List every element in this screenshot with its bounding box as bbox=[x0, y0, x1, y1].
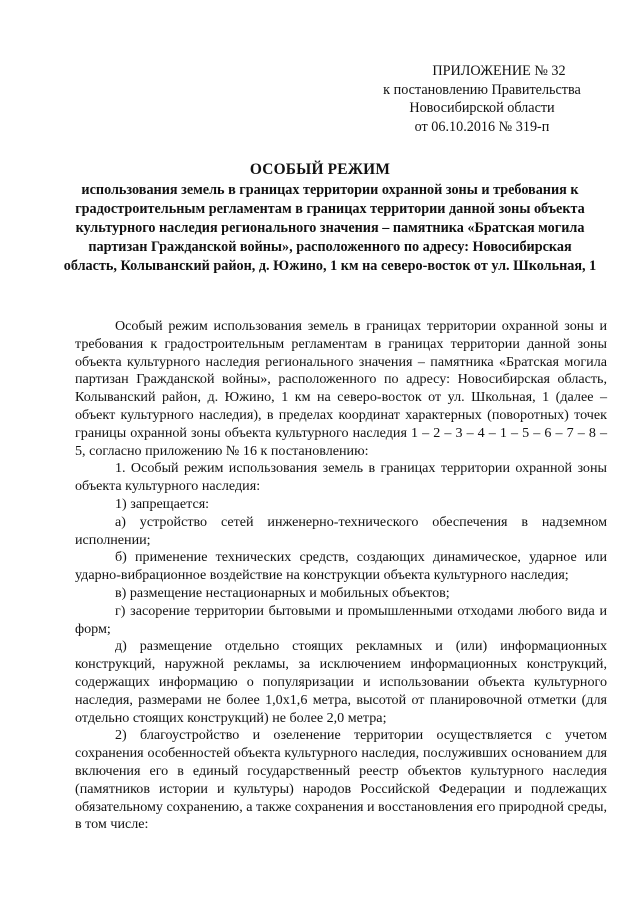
appendix-reference: к постановлению Правительства bbox=[383, 81, 581, 98]
paragraph-section-1: 1. Особый режим использования земель в границах территории охранной зоны объекта культурного наследия: bbox=[75, 460, 607, 495]
document-title: ОСОБЫЙ РЕЖИМ bbox=[249, 161, 391, 178]
appendix-date: от 06.10.2016 № 319-п bbox=[414, 118, 550, 135]
document-body bbox=[75, 318, 607, 834]
paragraph-intro: Особый режим использования земель в границах территории охранной зоны и требования к градостроительным регламентам в границах территории данной зоны объекта культурного наследия регионального значения – памятника «Братская могила партизан Гражданской войны», расположенного по адресу: Новосибирская область, Колыванский район, д. Южино, 1 км на северо-восток от ул. Школьная, 1 (далее – объект культурного наследия), в пределах координат характерных (поворотных) точек границы охранной зоны объекта культурного наследия 1 – 2 – 3 – 4 – 1 – 5 – 6 – 7 – 8 – 5, согласно приложению № 16 к постановлению: bbox=[75, 318, 607, 459]
paragraph-item-d: д) размещение отдельно стоящих рекламных и (или) информационных конструкций, наружной рекламы, за исключением информационных конструкций, содержащих информацию о популяризации и использовании объекта культурного наследия, размерами не более 1,0х1,6 метра, высотой от планировочной отметки (для отдельно стоящих конструкций) не более 2,0 метра; bbox=[75, 638, 607, 726]
paragraph-item-v: в) размещение нестационарных и мобильных объектов; bbox=[115, 584, 450, 601]
appendix-region: Новосибирской области bbox=[409, 100, 555, 116]
document-subtitle: использования земель в границах территории охранной зоны и требования к градостроительным регламентам в границах территории данной зоны объекта культурного наследия регионального значения – памятника «Братская могила партизан Гражданской войны», расположенного по адресу: Новосибирская область, Колыванский район, д. Южино, 1 км на северо-восток от ул. Школьная, 1 bbox=[63, 182, 597, 275]
paragraph-item-b: б) применение технических средств, создающих динамическое, ударное или ударно-вибрационное воздействие на конструкции объекта культурного наследия; bbox=[75, 549, 607, 584]
appendix-header bbox=[362, 62, 602, 136]
appendix-number: ПРИЛОЖЕНИЕ № 32 bbox=[432, 63, 566, 79]
paragraph-landscaping: 2) благоустройство и озеленение территории осуществляется с учетом сохранения особенностей объекта культурного наследия, послуживших основанием для включения его в единый государственный реестр объектов культурного наследия (памятников истории и культуры) народов Российской Федерации и подлежащих обязательному сохранению, а также сохранения и восстановления его природной среды, в том числе: bbox=[75, 727, 607, 833]
paragraph-item-g: г) засорение территории бытовыми и промышленными отходами любого вида и форм; bbox=[75, 602, 607, 637]
paragraph-prohibited: 1) запрещается: bbox=[115, 495, 210, 512]
paragraph-item-a: а) устройство сетей инженерно-технического обеспечения в надземном исполнении; bbox=[75, 513, 607, 548]
